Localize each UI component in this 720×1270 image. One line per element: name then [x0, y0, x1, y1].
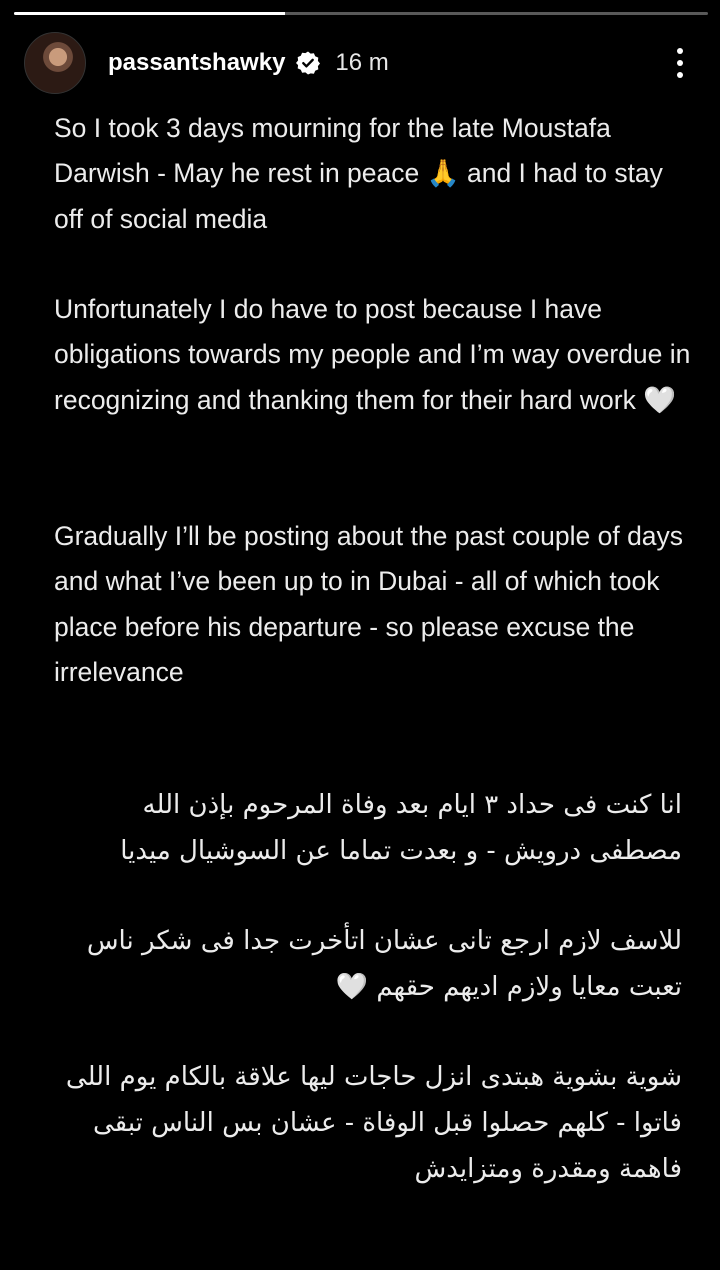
- verified-badge-icon: [295, 50, 321, 76]
- username[interactable]: passantshawky: [108, 49, 286, 76]
- story-header: [24, 32, 690, 94]
- avatar[interactable]: [24, 32, 86, 94]
- more-options-icon[interactable]: [670, 43, 690, 83]
- english-paragraph-2: Unfortunately I do have to post because I have obligations towards my people and I’m way overdue in recognizing and thanking them for their hard work 🤍: [54, 294, 691, 415]
- arabic-paragraph-1: انا كنت فى حداد ٣ ايام بعد وفاة المرحوم بإذن الله مصطفى درويش - و بعدت تماما عن السوشيال ميديا: [120, 790, 682, 866]
- english-paragraph-3: Gradually I’ll be posting about the past couple of days and what I’ve been up to in Dubai - all of which took place before his departure - so please excuse the irrelevance: [54, 521, 684, 687]
- post-time: 16 m: [335, 49, 389, 76]
- english-paragraph-1: So I took 3 days mourning for the late Moustafa Darwish - May he rest in peace 🙏 and I had to stay off of social media: [54, 113, 663, 234]
- story-progress-bar: [14, 12, 708, 15]
- arabic-paragraph-2: للاسف لازم ارجع تانى عشان اتأخرت جدا فى شكر ناس تعبت معايا ولازم اديهم حقهم 🤍: [86, 926, 682, 1002]
- story-progress-fill: [14, 12, 285, 15]
- arabic-paragraph-3: شوية بشوية هبتدى انزل حاجات ليها علاقة بالكام يوم اللى فاتوا - كلهم حصلوا قبل الوفاة - عشان بس الناس تبقى فاهمة ومقدرة ومتزايدش: [65, 1062, 682, 1184]
